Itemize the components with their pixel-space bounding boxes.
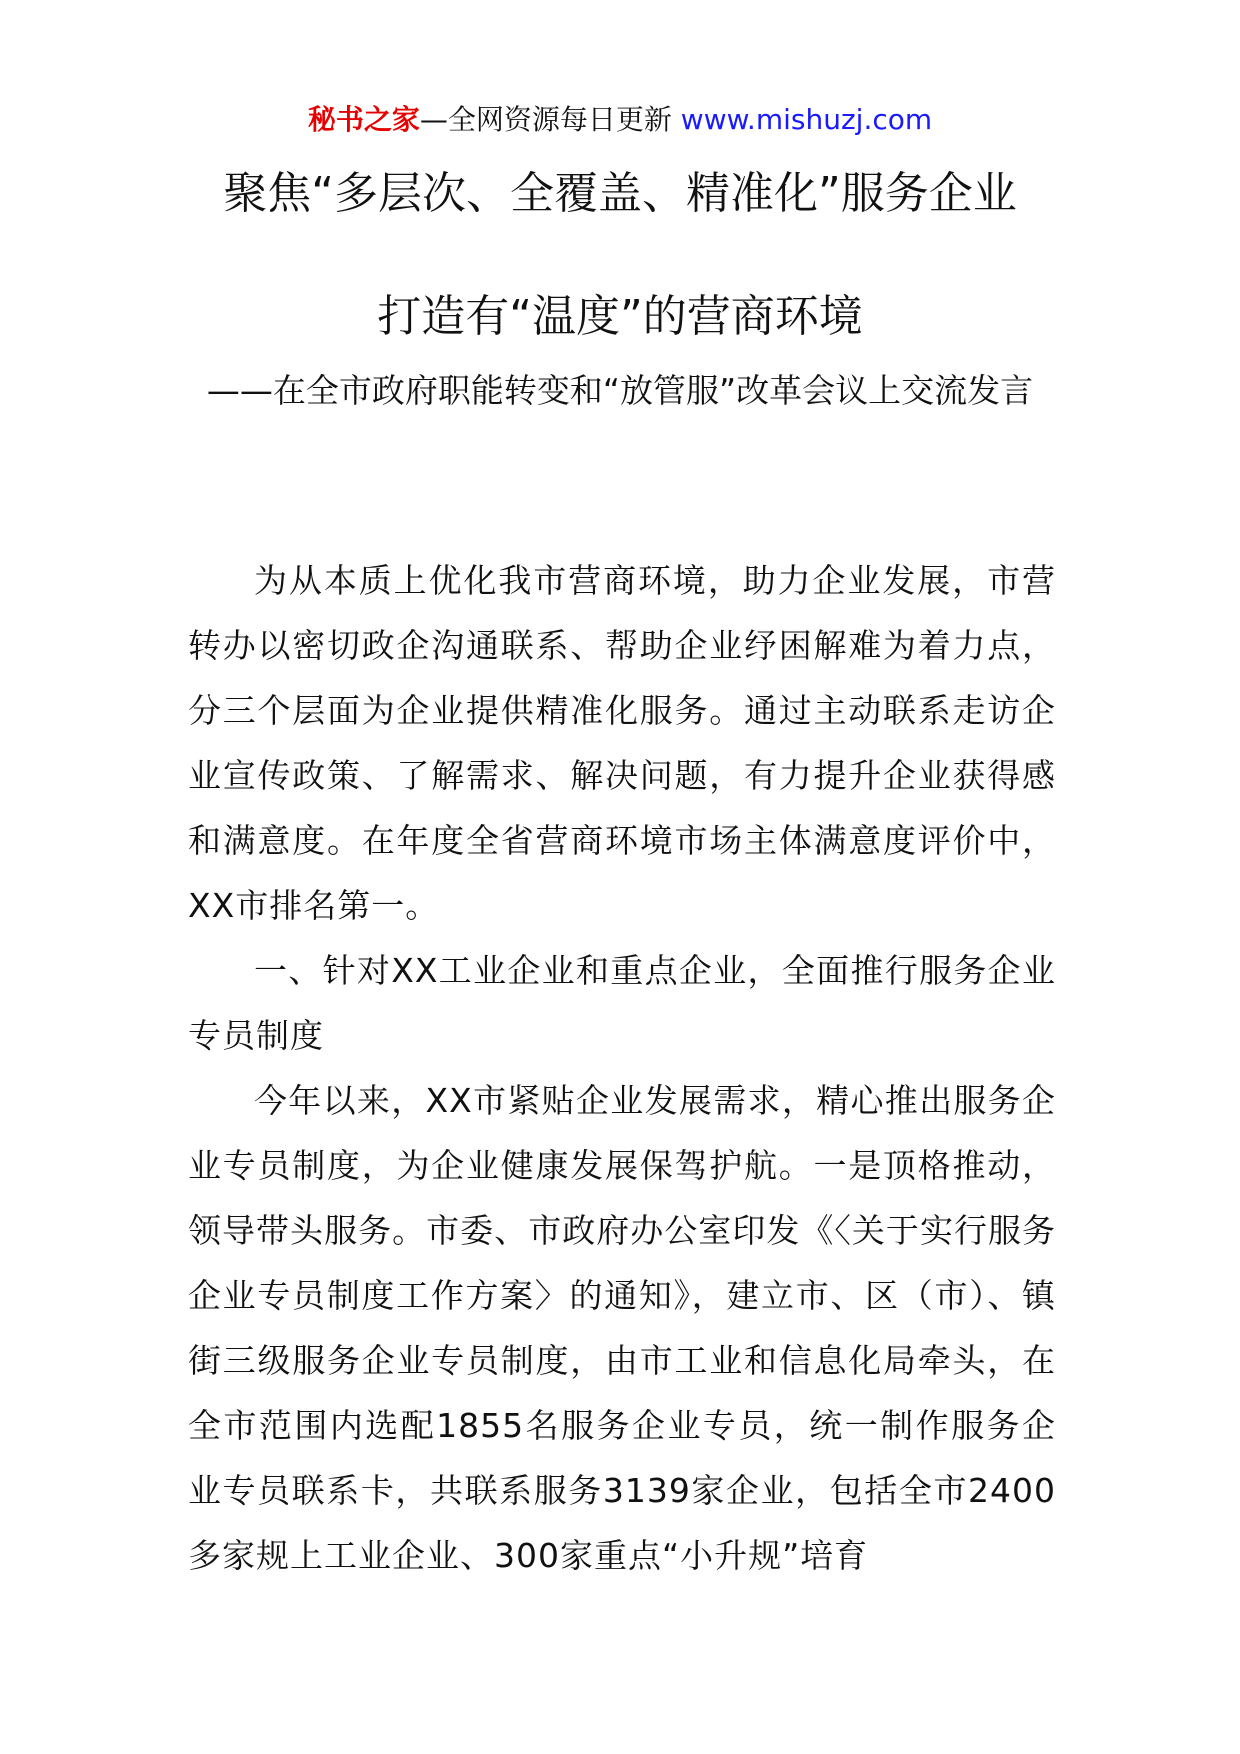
site-brand: 秘书之家 [307,103,420,136]
site-url-link[interactable]: www.mishuzj.com [680,103,933,136]
document-subtitle: ——在全市政府职能转变和“放管服”改革会议上交流发言 [206,371,1034,410]
site-slogan: —全网资源每日更新 [419,103,672,136]
body-paragraph-section1: 今年以来，XX市紧贴企业发展需求，精心推出服务企业专员制度，为企业健康发展保驾护航。一是顶格推动，领导带头服务。市委、市政府办公室印发《〈关于实行服务企业专员制度工作方案〉的通知》，建立市、区（市）、镇街三级服务企业专员制度，由市工业和信息化局牵头，在全市范围内选配1855名服务企业专员，统一制作服务企业专员联系卡，共联系服务3139家企业，包括全市2400多家规上工业企业、300家重点“小升规”培育 [188,1081,1056,1575]
document-title-line2: 打造有“温度”的营商环境 [377,291,863,342]
document-title-line1: 聚焦“多层次、全覆盖、精准化”服务企业 [223,168,1017,219]
site-header [0,100,1240,140]
document-body [188,548,1056,1588]
section-heading-1: 一、针对XX工业企业和重点企业，全面推行服务企业专员制度 [188,951,1056,1055]
body-paragraph-intro: 为从本质上优化我市营商环境，助力企业发展，市营转办以密切政企沟通联系、帮助企业纾困解难为着力点，分三个层面为企业提供精准化服务。通过主动联系走访企业宣传政策、了解需求、解决问题，有力提升企业获得感和满意度。在年度全省营商环境市场主体满意度评价中，XX市排名第一。 [188,561,1056,925]
